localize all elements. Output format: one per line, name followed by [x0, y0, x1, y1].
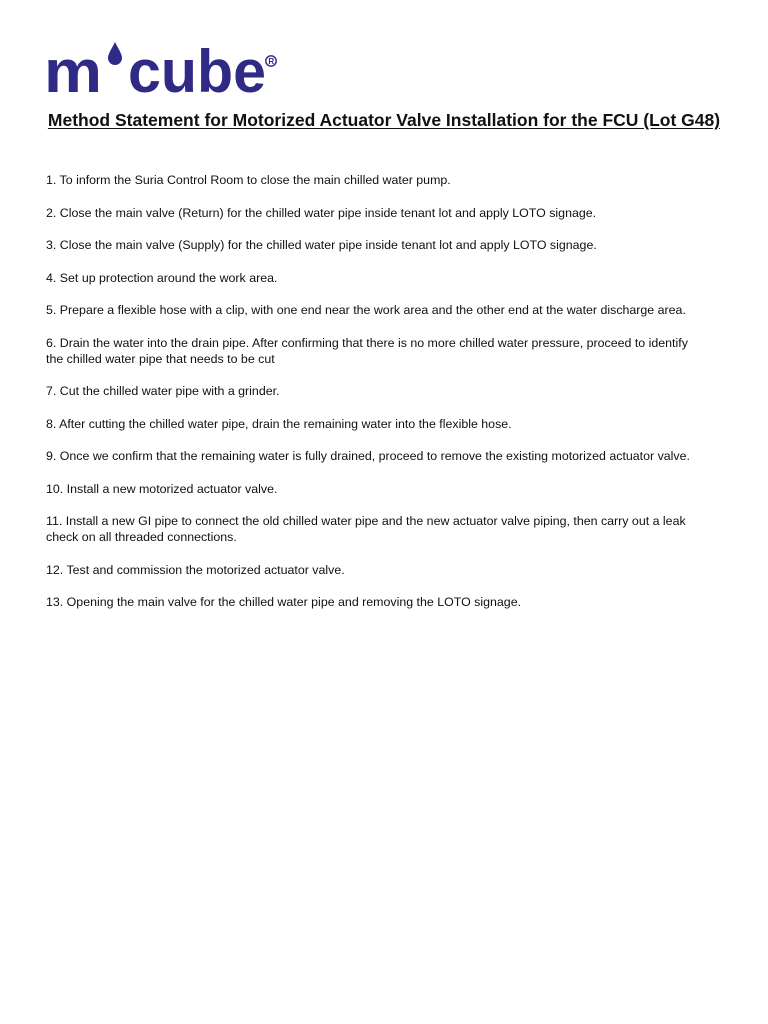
method-step: 5. Prepare a flexible hose with a clip, with one end near the work area and the other end at the water discharge area. [46, 303, 686, 317]
logo-wordmark-cube: cube [128, 40, 266, 98]
method-step: 7. Cut the chilled water pipe with a grinder. [46, 384, 280, 398]
method-step: 11. Install a new GI pipe to connect the old chilled water pipe and the new actuator valve piping, then carry out a leak check on all threaded connections. [46, 514, 686, 544]
logo-wordmark-m: m [44, 40, 102, 98]
document-title: Method Statement for Motorized Actuator Valve Installation for the FCU (Lot G48) [47, 110, 721, 130]
method-step: 13. Opening the main valve for the chilled water pipe and removing the LOTO signage. [46, 595, 522, 609]
method-step: 3. Close the main valve (Supply) for the chilled water pipe inside tenant lot and apply LOTO signage. [46, 238, 597, 252]
method-steps-list [46, 172, 706, 627]
method-step: 4. Set up protection around the work area. [46, 270, 278, 285]
method-step: 2. Close the main valve (Return) for the chilled water pipe inside tenant lot and apply LOTO signage. [46, 205, 597, 220]
method-step: 1. To inform the Suria Control Room to close the main chilled water pump. [46, 173, 451, 187]
company-logo [44, 40, 284, 98]
svg-text:R: R [268, 57, 275, 67]
logo-water-drop-icon [108, 42, 122, 65]
method-step: 8. After cutting the chilled water pipe, drain the remaining water into the flexible hose. [46, 416, 512, 431]
method-step: 6. Drain the water into the drain pipe. After confirming that there is no more chilled water pressure, proceed to identify the chilled water pipe that needs to be cut [46, 335, 688, 366]
method-step: 10. Install a new motorized actuator valve. [46, 481, 278, 496]
method-step: 12. Test and commission the motorized actuator valve. [46, 562, 345, 577]
method-step: 9. Once we confirm that the remaining water is fully drained, proceed to remove the existing motorized actuator valve. [46, 449, 690, 463]
